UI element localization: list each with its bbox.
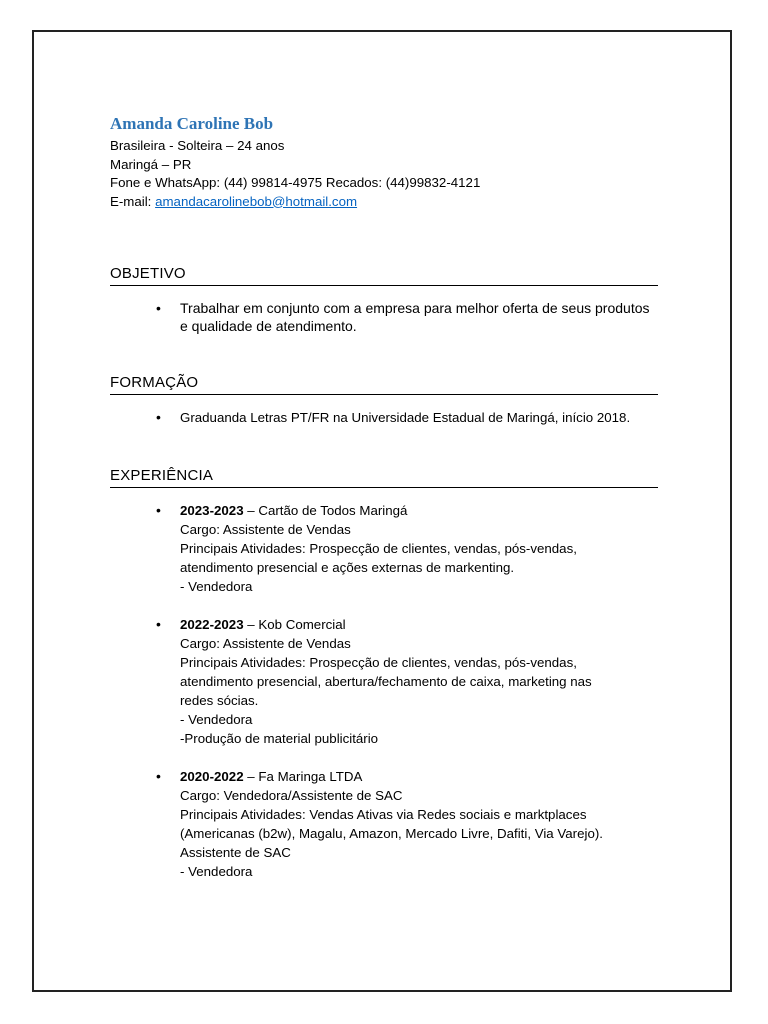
job-line: atendimento presencial e ações externas de markenting. (180, 560, 515, 575)
job-period: 2020-2022 (180, 769, 244, 784)
job-line: - Vendedora (180, 579, 253, 594)
job-line: Assistente de SAC (180, 845, 291, 860)
contact-info (110, 137, 480, 211)
list-item (110, 615, 658, 748)
section-formacao (110, 374, 658, 427)
job-period: 2022-2023 (180, 617, 244, 632)
job-company: – Cartão de Todos Maringá (243, 503, 408, 518)
job-line: Principais Atividades: Prospecção de clientes, vendas, pós-vendas, (180, 655, 577, 670)
list-item (110, 408, 658, 427)
job-line: -Produção de material publicitário (180, 731, 379, 746)
job-line: Cargo: Vendedora/Assistente de SAC (180, 788, 403, 803)
job-period: 2023-2023 (180, 503, 244, 518)
candidate-name: Amanda Caroline Bob (110, 114, 274, 133)
job-line: Cargo: Assistente de Vendas (180, 522, 351, 537)
location: Maringá – PR (110, 156, 192, 172)
personal-details: Brasileira - Solteira – 24 anos (110, 138, 285, 153)
list-item (110, 501, 658, 596)
section-title-formacao: FORMAÇÃO (110, 374, 658, 395)
education-text: Graduanda Letras PT/FR na Universidade Estadual de Maringá, início 2018. (180, 410, 631, 425)
job-line: - Vendedora (180, 864, 253, 879)
list-item (110, 767, 658, 881)
job-line: redes sócias. (180, 693, 259, 708)
job-line: Principais Atividades: Prospecção de clientes, vendas, pós-vendas, (180, 541, 577, 556)
job-line: Cargo: Assistente de Vendas (180, 636, 351, 651)
list-item (110, 299, 658, 335)
section-experiencia (110, 467, 658, 900)
email-line (110, 193, 480, 212)
section-title-objetivo: OBJETIVO (110, 265, 658, 286)
job-line: (Americanas (b2w), Magalu, Amazon, Mercado Livre, Dafiti, Via Varejo). (180, 826, 603, 841)
job-line: - Vendedora (180, 712, 253, 727)
job-line: Principais Atividades: Vendas Ativas via Redes sociais e marktplaces (180, 807, 587, 822)
email-label: E-mail: (110, 193, 156, 209)
job-company: – Fa Maringa LTDA (243, 769, 363, 784)
job-line: atendimento presencial, abertura/fechamento de caixa, marketing nas (180, 674, 592, 689)
job-company: – Kob Comercial (243, 617, 346, 632)
phone-numbers: Fone e WhatsApp: (44) 99814-4975 Recados: (44)99832-4121 (110, 175, 481, 190)
objective-line: • Trabalhar em conjunto com a empresa para melhor oferta de seus produtos (180, 300, 650, 316)
objective-line: e qualidade de atendimento. (180, 318, 357, 334)
section-objetivo (110, 265, 658, 335)
email-link[interactable]: amandacarolinebob@hotmail.com (155, 193, 358, 209)
section-title-experiencia: EXPERIÊNCIA (110, 467, 658, 488)
